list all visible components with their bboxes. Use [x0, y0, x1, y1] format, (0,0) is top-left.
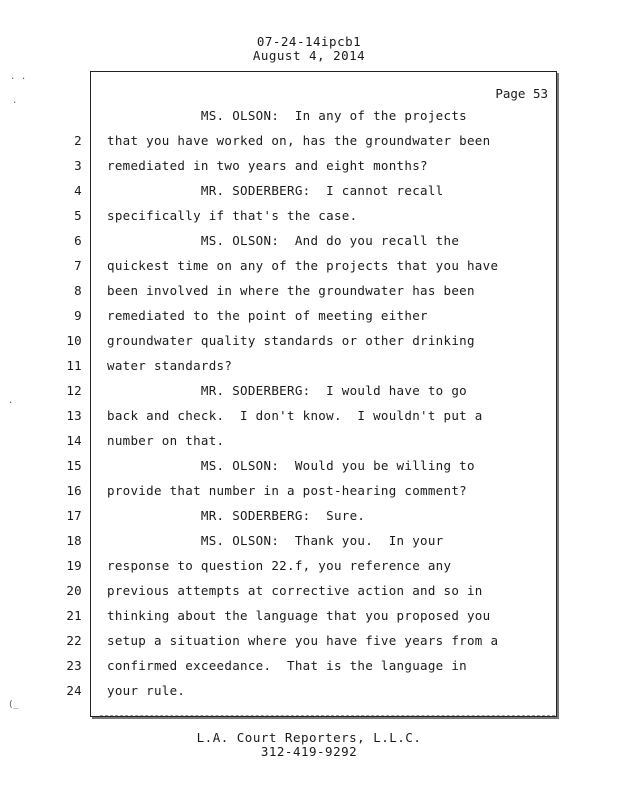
line-text: back and check. I don't know. I wouldn't put a: [107, 408, 483, 423]
page-number: Page 53: [495, 86, 548, 101]
line-number: 9: [74, 308, 82, 323]
line-number: 24: [66, 683, 82, 698]
scan-mark: .: [12, 96, 18, 106]
line-number: 4: [74, 183, 82, 198]
line-text: groundwater quality standards or other drinking: [107, 333, 475, 348]
line-text: MR. SODERBERG: I cannot recall: [107, 183, 444, 198]
transcript-line: [0, 333, 600, 358]
line-number: 19: [66, 558, 82, 573]
line-text: MS. OLSON: In any of the projects: [107, 108, 467, 123]
line-number: 18: [66, 533, 82, 548]
line-number: 11: [66, 358, 82, 373]
transcript-line: [0, 608, 600, 633]
reporter-name: L.A. Court Reporters, L.L.C.: [196, 730, 422, 745]
line-text: that you have worked on, has the groundwater been: [107, 133, 491, 148]
transcript-line: [0, 408, 600, 433]
line-text: setup a situation where you have five years from a: [107, 633, 499, 648]
line-text: thinking about the language that you proposed you: [107, 608, 491, 623]
line-number: 23: [66, 658, 82, 673]
line-number: 21: [66, 608, 82, 623]
line-number: 6: [74, 233, 82, 248]
transcript-line: [0, 458, 600, 483]
transcript-line: [0, 158, 600, 183]
line-text: quickest time on any of the projects that you have: [107, 258, 499, 273]
reporter-phone: 312-419-9292: [260, 744, 358, 759]
transcript-line: [0, 433, 600, 458]
line-number: 16: [66, 483, 82, 498]
line-text: been involved in where the groundwater has been: [107, 283, 475, 298]
line-number: 20: [66, 583, 82, 598]
line-text: MR. SODERBERG: I would have to go: [107, 383, 467, 398]
transcript-line: [0, 133, 600, 158]
line-text: previous attempts at corrective action and so in: [107, 583, 483, 598]
line-text: water standards?: [107, 358, 233, 373]
line-number: 7: [74, 258, 82, 273]
transcript-line: [0, 208, 600, 233]
line-number: 12: [66, 383, 82, 398]
transcript-line: [0, 383, 600, 408]
transcript-line: [0, 658, 600, 683]
line-text: MS. OLSON: Thank you. In your: [107, 533, 444, 548]
line-number: 15: [66, 458, 82, 473]
line-text: specifically if that's the case.: [107, 208, 358, 223]
transcript-line: [0, 583, 600, 608]
transcript-line: [0, 108, 600, 133]
line-text: confirmed exceedance. That is the language in: [107, 658, 467, 673]
line-number: 22: [66, 633, 82, 648]
scan-mark: (_: [8, 700, 19, 710]
scan-mark: .: [8, 396, 14, 406]
transcript-line: [0, 183, 600, 208]
line-text: your rule.: [107, 683, 186, 698]
line-text: number on that.: [107, 433, 225, 448]
transcript-line: [0, 308, 600, 333]
line-text: MS. OLSON: And do you recall the: [107, 233, 460, 248]
transcript-line: [0, 633, 600, 658]
line-text: remediated in two years and eight months?: [107, 158, 428, 173]
transcript-line: [0, 258, 600, 283]
line-number: 8: [74, 283, 82, 298]
scan-artifact-line: [100, 712, 555, 716]
line-text: MR. SODERBERG: Sure.: [107, 508, 366, 523]
transcript-line: [0, 483, 600, 508]
line-number: 13: [66, 408, 82, 423]
document-date: August 4, 2014: [252, 48, 366, 63]
line-number: 2: [74, 133, 82, 148]
transcript-line: [0, 683, 600, 708]
transcript-line: [0, 358, 600, 383]
line-number: 14: [66, 433, 82, 448]
line-number: 5: [74, 208, 82, 223]
line-number: 10: [66, 333, 82, 348]
line-number: 3: [74, 158, 82, 173]
transcript-line: [0, 533, 600, 558]
line-text: MS. OLSON: Would you be willing to: [107, 458, 475, 473]
transcript-line: [0, 508, 600, 533]
line-number: 17: [66, 508, 82, 523]
transcript-line: [0, 283, 600, 308]
line-text: response to question 22.f, you reference any: [107, 558, 452, 573]
transcript-line: [0, 558, 600, 583]
transcript-line: [0, 233, 600, 258]
scan-mark: . .: [10, 72, 27, 82]
line-text: remediated to the point of meeting either: [107, 308, 428, 323]
document-code: 07-24-14ipcb1: [256, 34, 362, 49]
line-text: provide that number in a post-hearing comment?: [107, 483, 467, 498]
